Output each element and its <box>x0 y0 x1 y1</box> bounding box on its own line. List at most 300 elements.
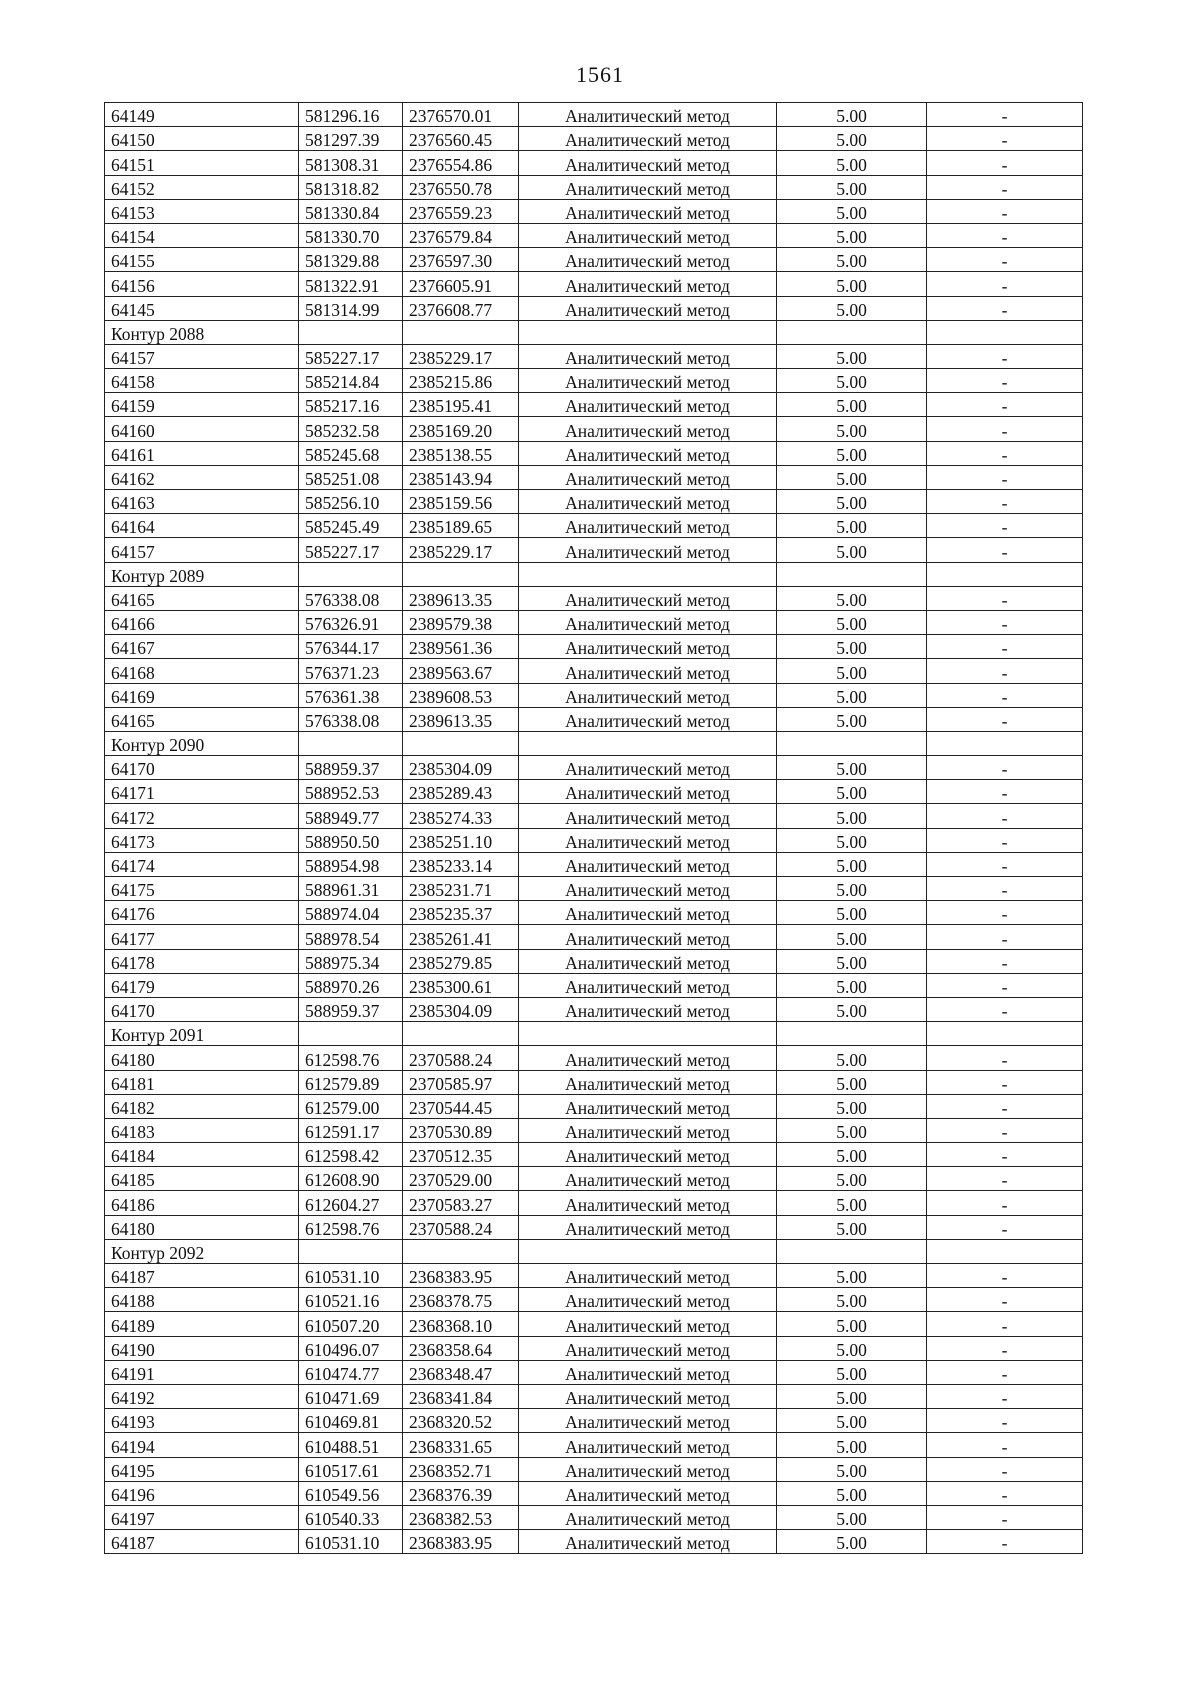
description-cell: - <box>927 852 1083 876</box>
x-coordinate-cell: 588959.37 <box>299 756 403 780</box>
x-coordinate-cell: 588974.04 <box>299 901 403 925</box>
page-number: 1561 <box>576 62 624 87</box>
description-cell: - <box>927 151 1083 175</box>
empty-cell <box>927 320 1083 344</box>
method-cell: Аналитический метод <box>519 344 777 368</box>
table-row <box>105 151 1083 175</box>
empty-cell <box>927 1022 1083 1046</box>
empty-cell <box>299 1239 403 1263</box>
point-number-cell: 64186 <box>105 1191 299 1215</box>
method-cell: Аналитический метод <box>519 852 777 876</box>
point-number-cell: 64145 <box>105 296 299 320</box>
point-number-cell: 64182 <box>105 1094 299 1118</box>
description-cell: - <box>927 369 1083 393</box>
method-cell: Аналитический метод <box>519 1530 777 1554</box>
y-coordinate-cell: 2368341.84 <box>403 1384 519 1408</box>
point-number-cell: 64183 <box>105 1118 299 1142</box>
y-coordinate-cell: 2376559.23 <box>403 199 519 223</box>
point-number-cell: 64189 <box>105 1312 299 1336</box>
x-coordinate-cell: 581314.99 <box>299 296 403 320</box>
error-cell: 5.00 <box>777 175 927 199</box>
empty-cell <box>519 320 777 344</box>
method-cell: Аналитический метод <box>519 949 777 973</box>
coordinates-table <box>104 102 1083 1554</box>
empty-cell <box>777 1022 927 1046</box>
point-number-cell: 64180 <box>105 1215 299 1239</box>
method-cell: Аналитический метод <box>519 199 777 223</box>
description-cell: - <box>927 272 1083 296</box>
description-cell: - <box>927 1530 1083 1554</box>
contour-label: Контур 2090 <box>105 731 299 755</box>
x-coordinate-cell: 610549.56 <box>299 1481 403 1505</box>
point-number-cell: 64173 <box>105 828 299 852</box>
x-coordinate-cell: 588961.31 <box>299 877 403 901</box>
empty-cell <box>403 731 519 755</box>
description-cell: - <box>927 877 1083 901</box>
description-cell: - <box>927 828 1083 852</box>
error-cell: 5.00 <box>777 1457 927 1481</box>
x-coordinate-cell: 612579.89 <box>299 1070 403 1094</box>
method-cell: Аналитический метод <box>519 393 777 417</box>
y-coordinate-cell: 2389613.35 <box>403 707 519 731</box>
y-coordinate-cell: 2370529.00 <box>403 1167 519 1191</box>
y-coordinate-cell: 2370588.24 <box>403 1046 519 1070</box>
table-row <box>105 828 1083 852</box>
point-number-cell: 64181 <box>105 1070 299 1094</box>
table-row <box>105 127 1083 151</box>
contour-label: Контур 2092 <box>105 1239 299 1263</box>
x-coordinate-cell: 612591.17 <box>299 1118 403 1142</box>
y-coordinate-cell: 2370544.45 <box>403 1094 519 1118</box>
y-coordinate-cell: 2368378.75 <box>403 1288 519 1312</box>
empty-cell <box>927 731 1083 755</box>
method-cell: Аналитический метод <box>519 103 777 127</box>
table-row <box>105 417 1083 441</box>
error-cell: 5.00 <box>777 127 927 151</box>
point-number-cell: 64164 <box>105 514 299 538</box>
error-cell: 5.00 <box>777 610 927 634</box>
x-coordinate-cell: 612598.42 <box>299 1143 403 1167</box>
x-coordinate-cell: 588959.37 <box>299 997 403 1021</box>
empty-cell <box>403 562 519 586</box>
empty-cell <box>519 1239 777 1263</box>
description-cell: - <box>927 586 1083 610</box>
method-cell: Аналитический метод <box>519 1046 777 1070</box>
method-cell: Аналитический метод <box>519 1143 777 1167</box>
empty-cell <box>519 1022 777 1046</box>
point-number-cell: 64170 <box>105 997 299 1021</box>
error-cell: 5.00 <box>777 1118 927 1142</box>
y-coordinate-cell: 2368331.65 <box>403 1433 519 1457</box>
point-number-cell: 64171 <box>105 780 299 804</box>
x-coordinate-cell: 612598.76 <box>299 1215 403 1239</box>
table-row <box>105 1530 1083 1554</box>
method-cell: Аналитический метод <box>519 1505 777 1529</box>
description-cell: - <box>927 514 1083 538</box>
description-cell: - <box>927 127 1083 151</box>
method-cell: Аналитический метод <box>519 973 777 997</box>
empty-cell <box>777 562 927 586</box>
x-coordinate-cell: 585227.17 <box>299 344 403 368</box>
error-cell: 5.00 <box>777 223 927 247</box>
table-row <box>105 780 1083 804</box>
point-number-cell: 64165 <box>105 707 299 731</box>
x-coordinate-cell: 585217.16 <box>299 393 403 417</box>
x-coordinate-cell: 588954.98 <box>299 852 403 876</box>
table-row <box>105 1384 1083 1408</box>
method-cell: Аналитический метод <box>519 1336 777 1360</box>
point-number-cell: 64170 <box>105 756 299 780</box>
x-coordinate-cell: 576338.08 <box>299 707 403 731</box>
description-cell: - <box>927 103 1083 127</box>
y-coordinate-cell: 2389613.35 <box>403 586 519 610</box>
description-cell: - <box>927 1384 1083 1408</box>
error-cell: 5.00 <box>777 1481 927 1505</box>
description-cell: - <box>927 949 1083 973</box>
empty-cell <box>927 562 1083 586</box>
method-cell: Аналитический метод <box>519 635 777 659</box>
point-number-cell: 64154 <box>105 223 299 247</box>
y-coordinate-cell: 2385229.17 <box>403 344 519 368</box>
method-cell: Аналитический метод <box>519 1288 777 1312</box>
error-cell: 5.00 <box>777 199 927 223</box>
table-row <box>105 465 1083 489</box>
x-coordinate-cell: 612608.90 <box>299 1167 403 1191</box>
description-cell: - <box>927 780 1083 804</box>
point-number-cell: 64163 <box>105 490 299 514</box>
x-coordinate-cell: 581330.84 <box>299 199 403 223</box>
table-row <box>105 586 1083 610</box>
table-row <box>105 901 1083 925</box>
table-row <box>105 490 1083 514</box>
point-number-cell: 64166 <box>105 610 299 634</box>
method-cell: Аналитический метод <box>519 490 777 514</box>
description-cell: - <box>927 223 1083 247</box>
point-number-cell: 64175 <box>105 877 299 901</box>
error-cell: 5.00 <box>777 1167 927 1191</box>
description-cell: - <box>927 1312 1083 1336</box>
y-coordinate-cell: 2368376.39 <box>403 1481 519 1505</box>
x-coordinate-cell: 585214.84 <box>299 369 403 393</box>
table-row <box>105 1143 1083 1167</box>
error-cell: 5.00 <box>777 901 927 925</box>
point-number-cell: 64190 <box>105 1336 299 1360</box>
table-row <box>105 683 1083 707</box>
description-cell: - <box>927 1360 1083 1384</box>
y-coordinate-cell: 2370512.35 <box>403 1143 519 1167</box>
table-row <box>105 248 1083 272</box>
point-number-cell: 64187 <box>105 1264 299 1288</box>
point-number-cell: 64172 <box>105 804 299 828</box>
empty-cell <box>299 562 403 586</box>
error-cell: 5.00 <box>777 1070 927 1094</box>
point-number-cell: 64169 <box>105 683 299 707</box>
table-row <box>105 103 1083 127</box>
x-coordinate-cell: 581296.16 <box>299 103 403 127</box>
table-row <box>105 659 1083 683</box>
error-cell: 5.00 <box>777 635 927 659</box>
error-cell: 5.00 <box>777 465 927 489</box>
point-number-cell: 64161 <box>105 441 299 465</box>
method-cell: Аналитический метод <box>519 538 777 562</box>
point-number-cell: 64165 <box>105 586 299 610</box>
table-row <box>105 1433 1083 1457</box>
error-cell: 5.00 <box>777 151 927 175</box>
y-coordinate-cell: 2385189.65 <box>403 514 519 538</box>
method-cell: Аналитический метод <box>519 151 777 175</box>
contour-header-row <box>105 562 1083 586</box>
point-number-cell: 64177 <box>105 925 299 949</box>
table-row <box>105 344 1083 368</box>
method-cell: Аналитический метод <box>519 877 777 901</box>
error-cell: 5.00 <box>777 756 927 780</box>
table-row <box>105 1336 1083 1360</box>
point-number-cell: 64174 <box>105 852 299 876</box>
x-coordinate-cell: 588950.50 <box>299 828 403 852</box>
table-row <box>105 997 1083 1021</box>
description-cell: - <box>927 1264 1083 1288</box>
error-cell: 5.00 <box>777 441 927 465</box>
x-coordinate-cell: 585227.17 <box>299 538 403 562</box>
table-row <box>105 1457 1083 1481</box>
x-coordinate-cell: 612579.00 <box>299 1094 403 1118</box>
method-cell: Аналитический метод <box>519 1457 777 1481</box>
empty-cell <box>777 731 927 755</box>
method-cell: Аналитический метод <box>519 1433 777 1457</box>
x-coordinate-cell: 588975.34 <box>299 949 403 973</box>
description-cell: - <box>927 465 1083 489</box>
x-coordinate-cell: 588978.54 <box>299 925 403 949</box>
method-cell: Аналитический метод <box>519 272 777 296</box>
method-cell: Аналитический метод <box>519 369 777 393</box>
table-row <box>105 877 1083 901</box>
description-cell: - <box>927 635 1083 659</box>
method-cell: Аналитический метод <box>519 707 777 731</box>
point-number-cell: 64197 <box>105 1505 299 1529</box>
empty-cell <box>519 562 777 586</box>
table-row <box>105 1264 1083 1288</box>
x-coordinate-cell: 588952.53 <box>299 780 403 804</box>
x-coordinate-cell: 610469.81 <box>299 1409 403 1433</box>
table-row <box>105 441 1083 465</box>
x-coordinate-cell: 588970.26 <box>299 973 403 997</box>
method-cell: Аналитический метод <box>519 1360 777 1384</box>
method-cell: Аналитический метод <box>519 756 777 780</box>
point-number-cell: 64187 <box>105 1530 299 1554</box>
point-number-cell: 64157 <box>105 344 299 368</box>
point-number-cell: 64192 <box>105 1384 299 1408</box>
error-cell: 5.00 <box>777 877 927 901</box>
description-cell: - <box>927 1046 1083 1070</box>
y-coordinate-cell: 2368320.52 <box>403 1409 519 1433</box>
error-cell: 5.00 <box>777 417 927 441</box>
description-cell: - <box>927 1167 1083 1191</box>
coordinates-table-body <box>105 103 1083 1554</box>
x-coordinate-cell: 612598.76 <box>299 1046 403 1070</box>
description-cell: - <box>927 417 1083 441</box>
table-row <box>105 272 1083 296</box>
table-row <box>105 925 1083 949</box>
method-cell: Аналитический метод <box>519 1118 777 1142</box>
y-coordinate-cell: 2376554.86 <box>403 151 519 175</box>
method-cell: Аналитический метод <box>519 223 777 247</box>
y-coordinate-cell: 2385215.86 <box>403 369 519 393</box>
table-row <box>105 949 1083 973</box>
method-cell: Аналитический метод <box>519 417 777 441</box>
description-cell: - <box>927 441 1083 465</box>
table-row <box>105 1070 1083 1094</box>
point-number-cell: 64176 <box>105 901 299 925</box>
method-cell: Аналитический метод <box>519 997 777 1021</box>
contour-header-row <box>105 1022 1083 1046</box>
table-row <box>105 635 1083 659</box>
y-coordinate-cell: 2376560.45 <box>403 127 519 151</box>
table-row <box>105 707 1083 731</box>
contour-header-row <box>105 1239 1083 1263</box>
y-coordinate-cell: 2389579.38 <box>403 610 519 634</box>
description-cell: - <box>927 1457 1083 1481</box>
method-cell: Аналитический метод <box>519 925 777 949</box>
point-number-cell: 64160 <box>105 417 299 441</box>
point-number-cell: 64184 <box>105 1143 299 1167</box>
description-cell: - <box>927 1094 1083 1118</box>
error-cell: 5.00 <box>777 1360 927 1384</box>
error-cell: 5.00 <box>777 1384 927 1408</box>
table-row <box>105 538 1083 562</box>
y-coordinate-cell: 2385233.14 <box>403 852 519 876</box>
y-coordinate-cell: 2385304.09 <box>403 997 519 1021</box>
description-cell: - <box>927 1143 1083 1167</box>
x-coordinate-cell: 610488.51 <box>299 1433 403 1457</box>
method-cell: Аналитический метод <box>519 1264 777 1288</box>
y-coordinate-cell: 2370588.24 <box>403 1215 519 1239</box>
point-number-cell: 64167 <box>105 635 299 659</box>
y-coordinate-cell: 2376608.77 <box>403 296 519 320</box>
coordinates-table-container <box>104 102 1082 1554</box>
table-row <box>105 973 1083 997</box>
point-number-cell: 64188 <box>105 1288 299 1312</box>
x-coordinate-cell: 576361.38 <box>299 683 403 707</box>
y-coordinate-cell: 2368352.71 <box>403 1457 519 1481</box>
x-coordinate-cell: 612604.27 <box>299 1191 403 1215</box>
x-coordinate-cell: 610531.10 <box>299 1264 403 1288</box>
y-coordinate-cell: 2385289.43 <box>403 780 519 804</box>
method-cell: Аналитический метод <box>519 804 777 828</box>
error-cell: 5.00 <box>777 1094 927 1118</box>
error-cell: 5.00 <box>777 828 927 852</box>
table-row <box>105 393 1083 417</box>
y-coordinate-cell: 2385300.61 <box>403 973 519 997</box>
contour-header-row <box>105 731 1083 755</box>
error-cell: 5.00 <box>777 949 927 973</box>
method-cell: Аналитический метод <box>519 465 777 489</box>
point-number-cell: 64157 <box>105 538 299 562</box>
table-row <box>105 804 1083 828</box>
contour-header-row <box>105 320 1083 344</box>
empty-cell <box>777 1239 927 1263</box>
empty-cell <box>299 320 403 344</box>
table-row <box>105 296 1083 320</box>
y-coordinate-cell: 2385159.56 <box>403 490 519 514</box>
x-coordinate-cell: 581329.88 <box>299 248 403 272</box>
method-cell: Аналитический метод <box>519 610 777 634</box>
x-coordinate-cell: 585232.58 <box>299 417 403 441</box>
error-cell: 5.00 <box>777 1409 927 1433</box>
x-coordinate-cell: 585251.08 <box>299 465 403 489</box>
error-cell: 5.00 <box>777 1264 927 1288</box>
description-cell: - <box>927 610 1083 634</box>
y-coordinate-cell: 2385231.71 <box>403 877 519 901</box>
error-cell: 5.00 <box>777 973 927 997</box>
x-coordinate-cell: 581330.70 <box>299 223 403 247</box>
table-row <box>105 1409 1083 1433</box>
description-cell: - <box>927 1481 1083 1505</box>
description-cell: - <box>927 538 1083 562</box>
description-cell: - <box>927 804 1083 828</box>
point-number-cell: 64194 <box>105 1433 299 1457</box>
y-coordinate-cell: 2368368.10 <box>403 1312 519 1336</box>
y-coordinate-cell: 2385279.85 <box>403 949 519 973</box>
description-cell: - <box>927 901 1083 925</box>
y-coordinate-cell: 2368358.64 <box>403 1336 519 1360</box>
table-row <box>105 1046 1083 1070</box>
x-coordinate-cell: 576338.08 <box>299 586 403 610</box>
point-number-cell: 64193 <box>105 1409 299 1433</box>
method-cell: Аналитический метод <box>519 175 777 199</box>
method-cell: Аналитический метод <box>519 901 777 925</box>
table-row <box>105 1118 1083 1142</box>
x-coordinate-cell: 610496.07 <box>299 1336 403 1360</box>
point-number-cell: 64168 <box>105 659 299 683</box>
point-number-cell: 64149 <box>105 103 299 127</box>
y-coordinate-cell: 2370583.27 <box>403 1191 519 1215</box>
error-cell: 5.00 <box>777 1433 927 1457</box>
method-cell: Аналитический метод <box>519 1167 777 1191</box>
description-cell: - <box>927 1433 1083 1457</box>
y-coordinate-cell: 2370530.89 <box>403 1118 519 1142</box>
error-cell: 5.00 <box>777 683 927 707</box>
method-cell: Аналитический метод <box>519 1312 777 1336</box>
x-coordinate-cell: 576371.23 <box>299 659 403 683</box>
table-row <box>105 223 1083 247</box>
method-cell: Аналитический метод <box>519 586 777 610</box>
y-coordinate-cell: 2389563.67 <box>403 659 519 683</box>
x-coordinate-cell: 576344.17 <box>299 635 403 659</box>
description-cell: - <box>927 1215 1083 1239</box>
error-cell: 5.00 <box>777 1530 927 1554</box>
x-coordinate-cell: 610507.20 <box>299 1312 403 1336</box>
error-cell: 5.00 <box>777 586 927 610</box>
method-cell: Аналитический метод <box>519 1070 777 1094</box>
point-number-cell: 64196 <box>105 1481 299 1505</box>
table-row <box>105 610 1083 634</box>
table-row <box>105 1191 1083 1215</box>
description-cell: - <box>927 199 1083 223</box>
point-number-cell: 64153 <box>105 199 299 223</box>
method-cell: Аналитический метод <box>519 1409 777 1433</box>
y-coordinate-cell: 2376605.91 <box>403 272 519 296</box>
x-coordinate-cell: 610471.69 <box>299 1384 403 1408</box>
description-cell: - <box>927 756 1083 780</box>
x-coordinate-cell: 581322.91 <box>299 272 403 296</box>
table-row <box>105 1094 1083 1118</box>
point-number-cell: 64178 <box>105 949 299 973</box>
error-cell: 5.00 <box>777 538 927 562</box>
description-cell: - <box>927 973 1083 997</box>
description-cell: - <box>927 1288 1083 1312</box>
error-cell: 5.00 <box>777 1046 927 1070</box>
description-cell: - <box>927 1118 1083 1142</box>
